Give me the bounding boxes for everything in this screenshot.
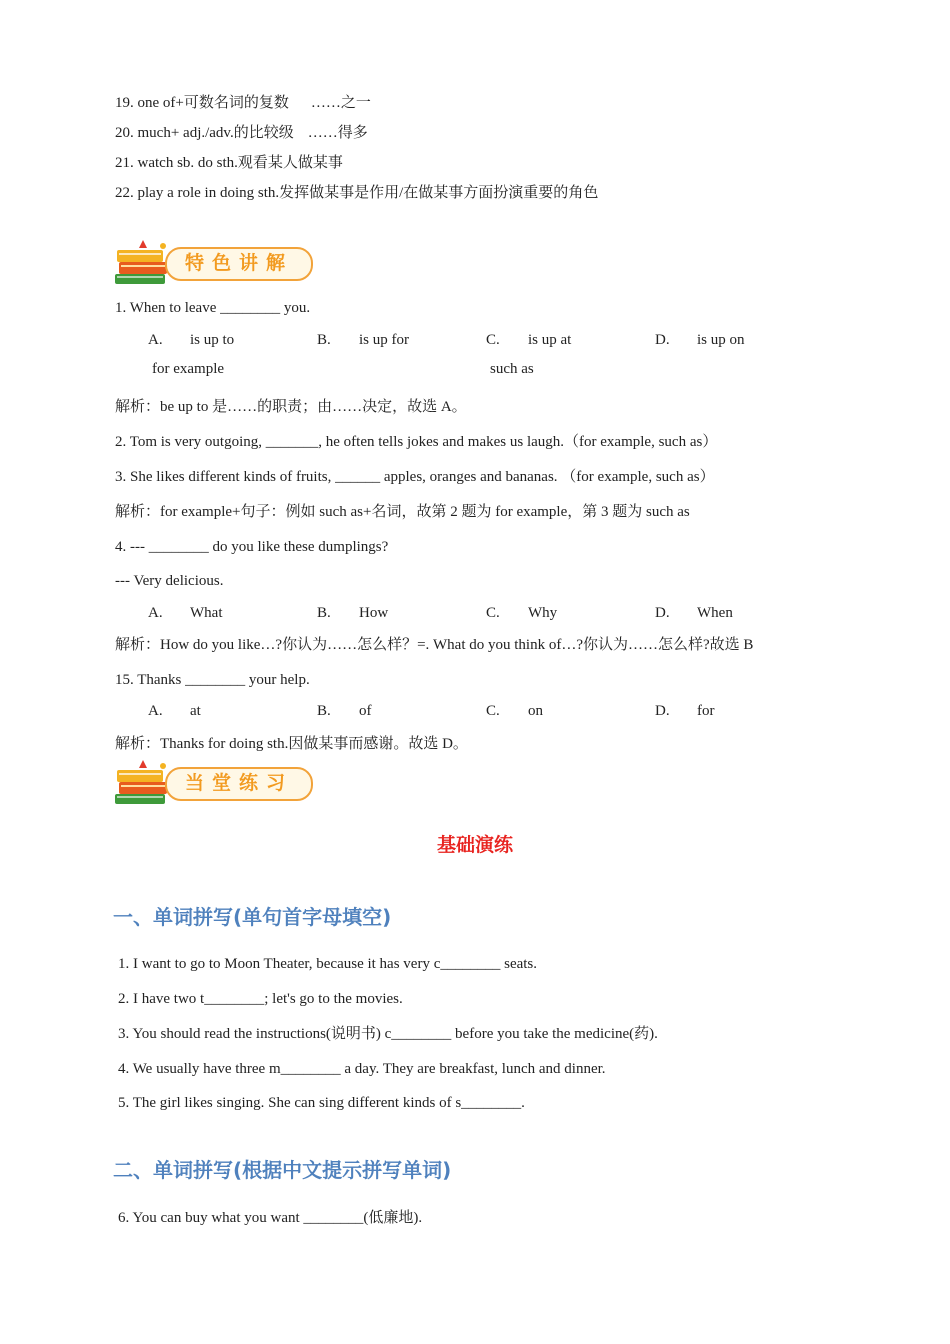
q4-option-d[interactable]: D. When (655, 605, 733, 621)
q1-extra-such-as: such as (490, 361, 534, 377)
practice-q6: 6. You can buy what you want ________(低廉地). (118, 1210, 423, 1226)
explain-q2: 2. Tom is very outgoing, _______, he often tells jokes and makes us laugh.（for example, such as） (115, 434, 718, 450)
in-class-practice-banner (113, 758, 313, 810)
phrase-22: 22. play a role in doing sth.发挥做某事是作用/在做某事方面扮演重要的角色 (115, 185, 599, 201)
banner-title: 特色讲解 (184, 252, 293, 274)
feature-explain-banner (113, 238, 313, 290)
banner-title: 当堂练习 (184, 772, 293, 794)
explain-q4: 4. --- ________ do you like these dumplings? (115, 539, 389, 555)
answer-5: 解析：Thanks for doing sth.因做某事而感谢。故选 D。 (115, 736, 468, 752)
q1-option-c[interactable]: C. is up at (486, 332, 572, 348)
q4-option-b[interactable]: B. How (317, 605, 389, 621)
q5-option-d[interactable]: D. for (655, 703, 715, 719)
practice-q2: 2. I have two t________; let's go to the movies. (118, 991, 403, 1007)
explain-q5: 15. Thanks ________ your help. (115, 672, 310, 688)
q5-option-a[interactable]: A. at (148, 703, 201, 719)
practice-q5: 5. The girl likes singing. She can sing different kinds of s________. (118, 1095, 525, 1111)
q4-option-a[interactable]: A. What (148, 605, 223, 621)
q1-option-d[interactable]: D. is up on (655, 332, 745, 348)
books-icon (113, 758, 173, 810)
books-icon (113, 238, 173, 290)
q1-option-a[interactable]: A. is up to (148, 332, 235, 348)
section-1-heading: 一、单词拼写(单句首字母填空) (113, 905, 392, 929)
explain-q1: 1. When to leave ________ you. (115, 300, 311, 316)
explain-q3: 3. She likes different kinds of fruits, ______ apples, oranges and bananas. （for example, such as） (115, 469, 715, 485)
answer-4: 解析：How do you like…?你认为……怎么样？=. What do you think of…?你认为……怎么样?故选 B (115, 637, 754, 653)
q1-extra-for-example: for example (152, 361, 225, 377)
phrase-19: 19. one of+可数名词的复数 ……之一 (115, 95, 371, 111)
phrase-20: 20. much+ adj./adv.的比较级 ……得多 (115, 125, 368, 141)
explain-q4-reply: --- Very delicious. (115, 573, 224, 589)
practice-q4: 4. We usually have three m________ a day. They are breakfast, lunch and dinner. (118, 1061, 606, 1077)
q1-option-b[interactable]: B. is up for (317, 332, 409, 348)
answer-2-3: 解析：for example+句子：例如 such as+名词，故第 2 题为 for example，第 3 题为 such as (115, 504, 690, 520)
answer-1: 解析：be up to 是……的职责；由……决定，故选 A。 (115, 399, 467, 415)
practice-title: 基础演练 (436, 834, 513, 856)
practice-q1: 1. I want to go to Moon Theater, because it has very c________ seats. (118, 956, 538, 972)
phrase-21: 21. watch sb. do sth.观看某人做某事 (115, 155, 343, 171)
q5-option-c[interactable]: C. on (486, 703, 543, 719)
q4-option-c[interactable]: C. Why (486, 605, 558, 621)
section-2-heading: 二、单词拼写(根据中文提示拼写单词) (113, 1158, 452, 1182)
practice-q3: 3. You should read the instructions(说明书) c________ before you take the medicine(药). (118, 1026, 658, 1042)
q5-option-b[interactable]: B. of (317, 703, 372, 719)
